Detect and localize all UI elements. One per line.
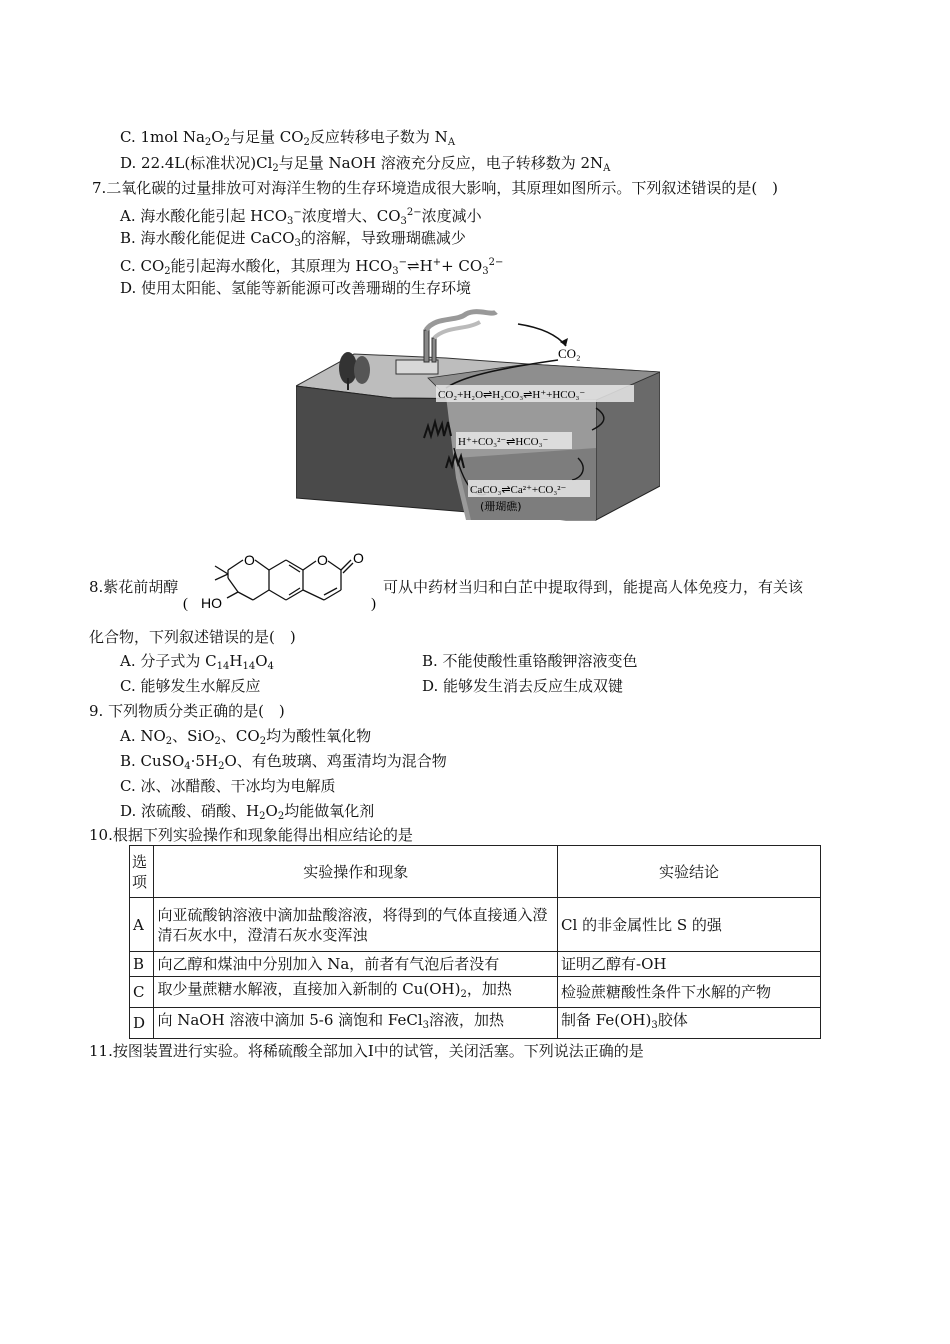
q9-stem: 9. 下列物质分类正确的是( ) — [89, 702, 285, 720]
q10-stem: 10.根据下列实验操作和现象能得出相应结论的是 — [89, 826, 413, 844]
row-key: D — [130, 1008, 154, 1039]
q6-option-c: C. 1mol $Na_2O_2$与足量 $CO_2$反应转移电子数为 $N_A$ — [120, 128, 456, 148]
experiment-table — [129, 845, 821, 1039]
hydroxyl-label: HO — [201, 595, 222, 611]
q9-option-c: C. 冰、冰醋酸、干冰均为电解质 — [120, 777, 336, 795]
q11-stem: 11.按图装置进行实验。将稀硫酸全部加入Ⅰ中的试管，关闭活塞。下列说法正确的是 — [89, 1042, 644, 1060]
q7-option-c: C. $CO_2$能引起海水酸化，其原理为 $HCO_3^-\rightleftharpoons H^++ CO_3^{2-}$ — [120, 257, 504, 277]
row-key: C — [130, 977, 154, 1008]
q7-option-d: D. 使用太阳能、氢能等新能源可改善珊瑚的生存环境 — [120, 279, 472, 297]
header-option: 选项 — [130, 846, 154, 898]
molecule-bonds — [215, 560, 353, 600]
left-paren: ( — [183, 596, 188, 612]
row-conclusion: 制备 $Fe(OH)_3$胶体 — [558, 1008, 821, 1039]
q7-stem: 7.二氧化碳的过量排放可对海洋生物的生存环境造成很大影响，其原理如图所示。下列叙述错误的是( ) — [92, 179, 779, 197]
q8-stem-suffix: 可从中药材当归和白芷中提取得到，能提高人体免疫力，有关该 — [383, 578, 804, 596]
row-conclusion: Cl 的非金属性比 S 的强 — [558, 898, 821, 952]
table-row — [130, 1008, 821, 1039]
q7-option-a: A. 海水酸化能引起 $HCO_3^-$浓度增大、$CO_3^{2-}$浓度减小 — [120, 207, 482, 227]
tree-icon — [354, 356, 370, 384]
co2-label: CO₂ — [558, 346, 581, 361]
row-operation: 取少量蔗糖水解液，直接加入新制的 $Cu(OH)_2$，加热 — [154, 977, 558, 1008]
coral-label: (珊瑚礁) — [480, 500, 522, 513]
q8-stem-prefix: 8.紫花前胡醇 — [89, 578, 179, 596]
q8-option-d: D. 能够发生消去反应生成双键 — [422, 677, 624, 695]
oxygen-label: O — [317, 552, 328, 568]
q9-option-d: D. 浓硫酸、硝酸、$H_2O_2$均能做氧化剂 — [120, 802, 375, 822]
q9-option-a: A. $NO_2$、SiO$_2$、$CO_2$均为酸性氧化物 — [120, 727, 372, 747]
right-paren: ) — [371, 596, 376, 612]
equation-bicarbonate: H⁺+CO₃²⁻⇌HCO₃⁻ — [458, 436, 549, 448]
chimney-icon — [432, 338, 436, 362]
header-operation: 实验操作和现象 — [154, 846, 558, 898]
table-row — [130, 898, 821, 952]
row-operation: 向 NaOH 溶液中滴加 5-6 滴饱和 FeCl$_3$溶液，加热 — [154, 1008, 558, 1039]
ocean-acidification-diagram — [296, 308, 660, 522]
equation-calcium-carbonate: CaCO₃⇌Ca²⁺+CO₃²⁻ — [470, 484, 567, 496]
arrow-to-co2 — [518, 324, 566, 346]
q8-stem-line2: 化合物，下列叙述错误的是( ) — [89, 628, 296, 646]
oxygen-label: O — [353, 550, 364, 566]
header-conclusion: 实验结论 — [558, 846, 821, 898]
table-header-row — [130, 846, 821, 898]
q6-option-d: D. 22.4L(标准状况)$Cl_2$与足量 NaOH 溶液充分反应，电子转移数为 $2N_A$ — [120, 154, 611, 174]
oxygen-label: O — [244, 552, 255, 568]
chimney-icon — [424, 330, 429, 362]
equation-carbonic: CO₂+H₂O⇌H₂CO₃⇌H⁺+HCO₃⁻ — [438, 389, 586, 401]
q8-option-a: A. 分子式为 $C_{14}H_{14}O_4$ — [120, 652, 274, 672]
q8-option-b: B. 不能使酸性重铬酸钾溶液变色 — [422, 652, 638, 670]
row-key: A — [130, 898, 154, 952]
q9-option-b: B. $CuSO_4\cdot 5H_2O$、有色玻璃、鸡蛋清均为混合物 — [120, 752, 447, 772]
row-operation: 向乙醇和煤油中分别加入 Na，前者有气泡后者没有 — [154, 952, 558, 977]
molecule-structure — [183, 548, 383, 618]
row-operation: 向亚硫酸钠溶液中滴加盐酸溶液，将得到的气体直接通入澄清石灰水中，澄清石灰水变浑浊 — [154, 898, 558, 952]
row-key: B — [130, 952, 154, 977]
table-row — [130, 977, 821, 1008]
q7-option-b: B. 海水酸化能促进 CaCO$_3$的溶解，导致珊瑚礁减少 — [120, 229, 466, 249]
table-row — [130, 952, 821, 977]
row-conclusion: 检验蔗糖酸性条件下水解的产物 — [558, 977, 821, 1008]
row-conclusion: 证明乙醇有-OH — [558, 952, 821, 977]
q8-option-c: C. 能够发生水解反应 — [120, 677, 261, 695]
smoke-icon — [434, 322, 480, 338]
